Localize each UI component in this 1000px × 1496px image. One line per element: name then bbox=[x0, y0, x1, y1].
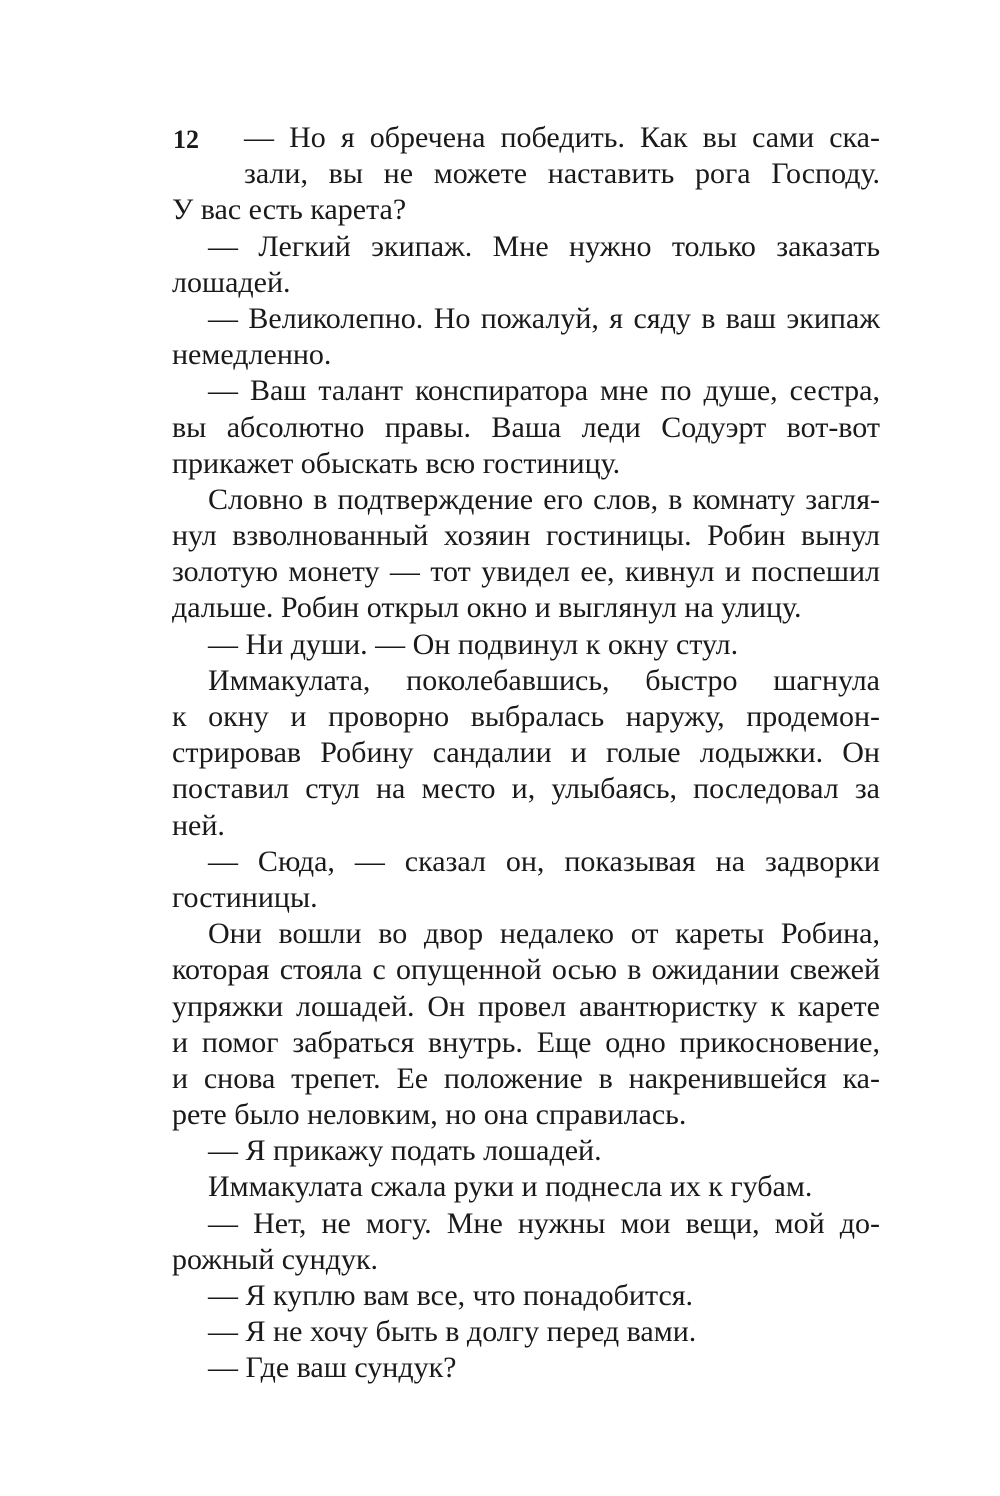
text-line: дальше. Робин открыл окно и выглянул на улицу. bbox=[172, 591, 802, 625]
text-line: и помог забраться внутрь. Еще одно прикосновение, bbox=[172, 1025, 880, 1059]
text-line: нул взволнованный хозяин гостиницы. Робин вынул bbox=[172, 519, 880, 553]
text-line: — Нет, не могу. Мне нужны мои вещи, мой до- bbox=[208, 1206, 880, 1240]
text-line: вы абсолютно правы. Ваша леди Содуэрт вот-вот bbox=[172, 410, 880, 444]
text-line: гостиницы. bbox=[172, 880, 318, 914]
text-line: прикажет обыскать всю гостиницу. bbox=[172, 446, 621, 480]
body-text bbox=[172, 120, 880, 1387]
text-line: — Ни души. — Он подвинул к окну стул. bbox=[208, 627, 739, 661]
text-line: Словно в подтверждение его слов, в комнату загля- bbox=[208, 482, 880, 516]
text-line: рете было неловким, но она справилась. bbox=[172, 1098, 687, 1132]
text-line: У вас есть карета? bbox=[172, 193, 407, 227]
text-line: — Ваш талант конспиратора мне по душе, сестра, bbox=[208, 374, 880, 408]
text-line: ней. bbox=[172, 808, 225, 842]
text-line: Иммакулата, поколебавшись, быстро шагнула bbox=[208, 663, 880, 697]
text-line: — Где ваш сундук? bbox=[208, 1351, 457, 1385]
text-line: Иммакулата сжала руки и поднесла их к губам. bbox=[208, 1170, 813, 1204]
text-line: поставил стул на место и, улыбаясь, последовал за bbox=[172, 772, 880, 806]
text-line: к окну и проворно выбралась наружу, продемон- bbox=[172, 700, 880, 733]
page-number: 12 bbox=[173, 125, 199, 154]
text-line: — Но я обречена победить. Как вы сами ска- bbox=[244, 121, 880, 154]
text-line: стрировав Робину сандалии и голые лодыжки. Он bbox=[172, 736, 880, 770]
text-line: и снова трепет. Ее положение в накренившейся ка- bbox=[172, 1061, 880, 1095]
text-line: которая стояла с опущенной осью в ожидании свежей bbox=[172, 953, 880, 987]
text-line: — Легкий экипаж. Мне нужно только заказать bbox=[208, 229, 880, 263]
text-line: — Я не хочу быть в долгу перед вами. bbox=[208, 1315, 697, 1349]
text-line: Они вошли во двор недалеко от кареты Робина, bbox=[208, 917, 880, 951]
text-line: лошадей. bbox=[172, 265, 291, 299]
text-line: — Я прикажу подать лошадей. bbox=[208, 1134, 602, 1168]
text-line: зали, вы не можете наставить рога Господу. bbox=[244, 157, 880, 191]
text-line: — Сюда, — сказал он, показывая на задворки bbox=[208, 844, 880, 878]
text-line: — Великолепно. Но пожалуй, я сяду в ваш экипаж bbox=[208, 301, 880, 335]
text-line: золотую монету — тот увидел ее, кивнул и поспешил bbox=[172, 555, 880, 589]
text-line: немедленно. bbox=[172, 338, 332, 372]
text-line: рожный сундук. bbox=[172, 1242, 379, 1276]
text-line: упряжки лошадей. Он провел авантюристку к карете bbox=[172, 989, 880, 1023]
text-line: — Я куплю вам все, что понадобится. bbox=[208, 1279, 694, 1312]
